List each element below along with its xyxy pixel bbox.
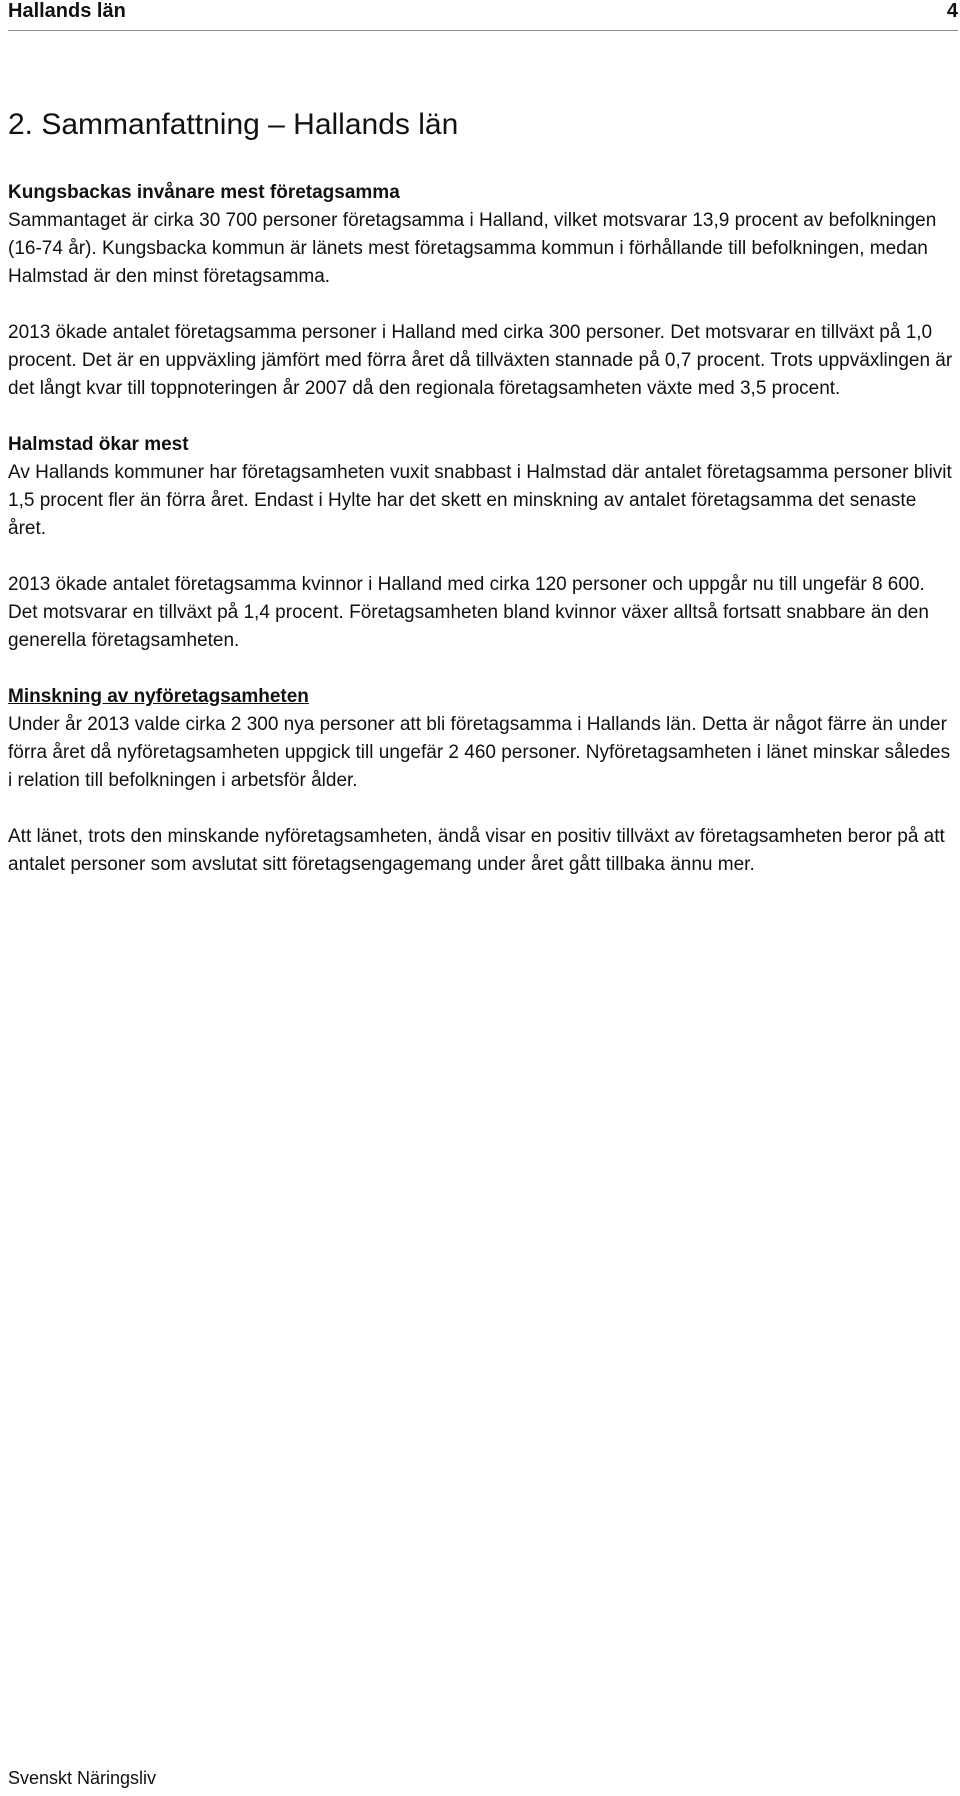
running-header: [8, 0, 958, 31]
section-halmstad: [8, 431, 958, 655]
section-heading: Halmstad ökar mest: [8, 434, 189, 455]
document-page: [8, 0, 958, 879]
chapter-title: 2. Sammanfattning – Hallands län: [8, 108, 459, 141]
paragraph: 2013 ökade antalet företagsamma kvinnor i Halland med cirka 120 personer och uppgår nu till ungefär 8 600. Det motsvarar en tillväxt på 1,4 procent. Företagsamheten bland kvinnor växer alltså fortsatt snabbare än den generella företagsamheten.: [8, 574, 929, 651]
header-title: Hallands län: [8, 0, 126, 22]
paragraph: Under år 2013 valde cirka 2 300 nya personer att bli företagsamma i Hallands län. Detta är något färre än under förra året då nyföretagsamheten uppgick till ungefär 2 460 personer. Nyföretagsamheten i länet minskar således i relation till befolkningen i arbetsför ålder.: [8, 714, 951, 791]
footer-publisher: Svenskt Näringsliv: [8, 1768, 157, 1788]
section-heading: Minskning av nyföretagsamheten: [8, 686, 309, 707]
paragraph: Av Hallands kommuner har företagsamheten vuxit snabbast i Halmstad där antalet företagsamma personer blivit 1,5 procent fler än förra året. Endast i Hylte har det skett en minskning av antalet företagsamma det senaste året.: [8, 462, 952, 539]
page-number: 4: [946, 0, 958, 22]
section-heading: Kungsbackas invånare mest företagsamma: [8, 182, 400, 203]
paragraph: 2013 ökade antalet företagsamma personer i Halland med cirka 300 personer. Det motsvarar en tillväxt på 1,0 procent. Det är en uppväxling jämfört med förra året då tillväxten stannade på 0,7 procent. Trots uppväxlingen är det långt kvar till toppnoteringen år 2007 då den regionala företagsamheten växte med 3,5 procent.: [8, 322, 953, 399]
paragraph: Att länet, trots den minskande nyföretagsamheten, ändå visar en positiv tillväxt av företagsamheten beror på att antalet personer som avslutat sitt företagsengagemang under året gått tillbaka ännu mer.: [8, 826, 945, 875]
section-nyforetagsamhet: [8, 683, 958, 879]
section-kungsbacka: [8, 179, 958, 403]
paragraph: Sammantaget är cirka 30 700 personer företagsamma i Halland, vilket motsvarar 13,9 procent av befolkningen (16-74 år). Kungsbacka kommun är länets mest företagsamma kommun i förhållande till befolkningen, medan Halmstad är den minst företagsamma.: [8, 210, 937, 287]
